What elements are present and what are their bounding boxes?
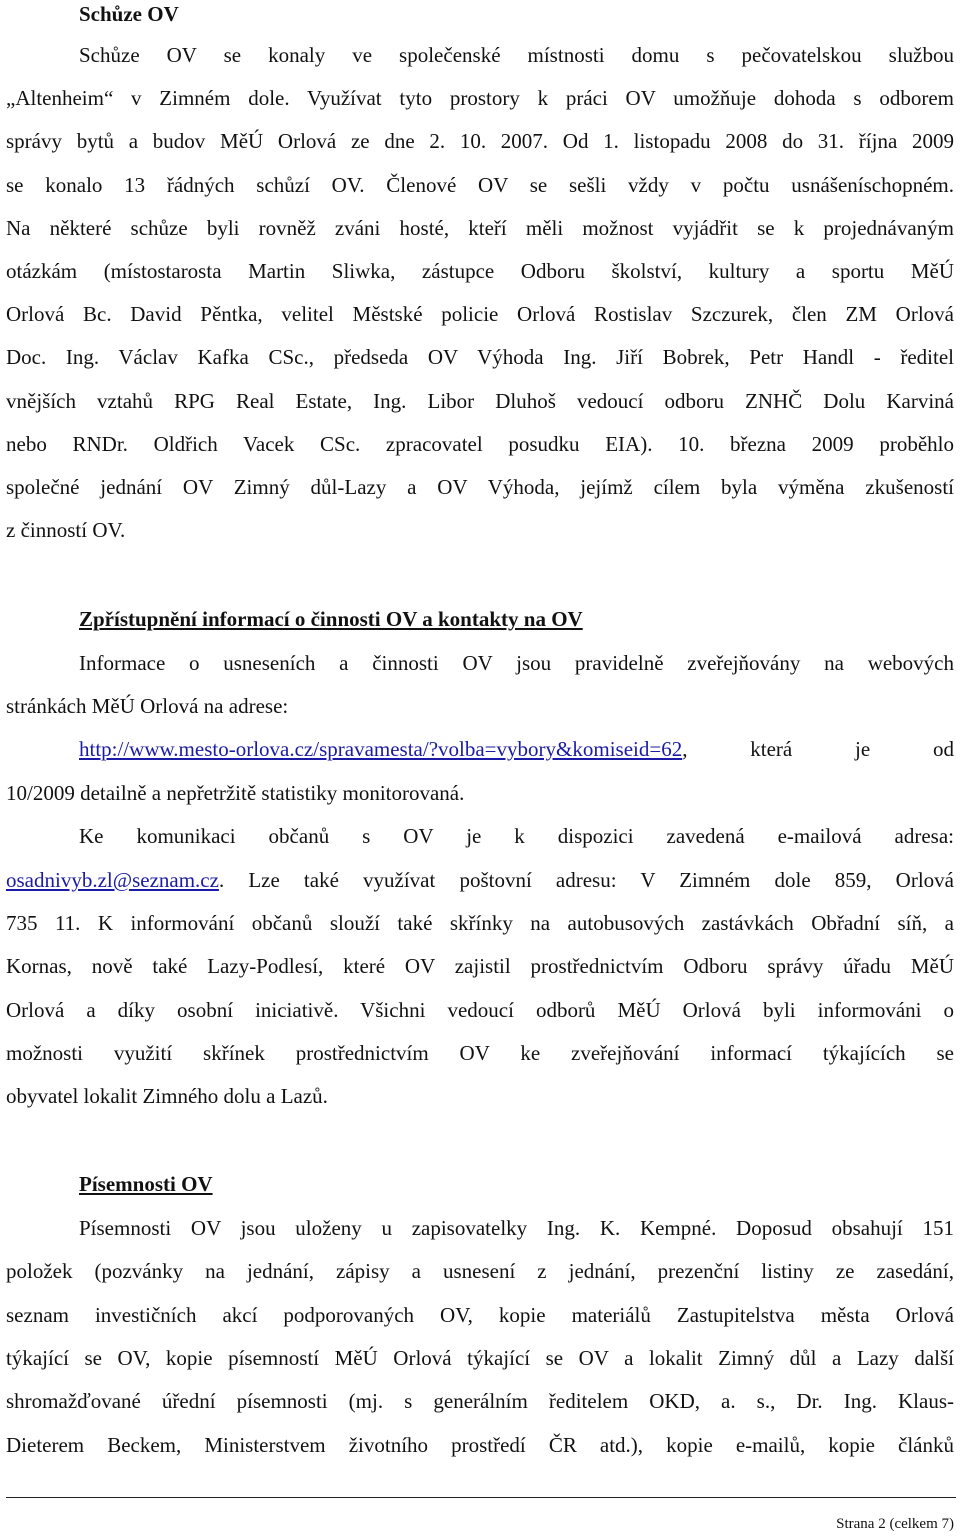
paragraph-line: otázkám (místostarosta Martin Sliwka, zástupce Odboru školství, kultury a sportu MěÚ xyxy=(6,259,954,283)
paragraph-text: . Lze také využívat poštovní adresu: V Zimném dole 859, Orlová xyxy=(218,868,954,892)
paragraph-line-url xyxy=(79,735,954,763)
paragraph-line: stránkách MěÚ Orlová na adrese: xyxy=(6,694,289,718)
paragraph-line: shromažďované úřední písemnosti (mj. s generálním ředitelem OKD, a. s., Dr. Ing. Klaus- xyxy=(6,1389,954,1413)
paragraph-line: Kornas, nově také Lazy-Podlesí, které OV zajistil prostřednictvím Odboru správy úřadu MěÚ xyxy=(6,954,954,978)
footer-divider xyxy=(6,1497,956,1498)
paragraph-line: obyvatel lokalit Zimného dolu a Lazů. xyxy=(6,1084,328,1108)
paragraph-line-email xyxy=(6,866,954,894)
paragraph-line: Ke komunikaci občanů s OV je k dispozici zavedená e-mailová adresa: xyxy=(79,824,954,848)
paragraph-line: 10/2009 detailně a nepřetržitě statistiky monitorovaná. xyxy=(6,781,465,805)
paragraph-line: nebo RNDr. Oldřich Vacek CSc. zpracovatel posudku EIA). 10. března 2009 proběhlo xyxy=(6,432,954,456)
paragraph-line: 735 11. K informování občanů slouží také skřínky na autobusových zastávkách Obřadní síň, a xyxy=(6,911,954,935)
paragraph-text: , která je od xyxy=(682,737,954,761)
paragraph-line: seznam investičních akcí podporovaných OV, kopie materiálů Zastupitelstva města Orlová xyxy=(6,1303,954,1327)
paragraph-line: „Altenheim“ v Zimném dole. Využívat tyto prostory k práci OV umožňuje dohoda s odborem xyxy=(6,86,954,110)
paragraph-line: vnějších vztahů RPG Real Estate, Ing. Libor Dluhoš vedoucí odboru ZNHČ Dolu Karviná xyxy=(6,389,954,413)
page-number: Strana 2 (celkem 7) xyxy=(836,1516,954,1532)
section-heading-zpristupneni: Zpřístupnění informací o činnosti OV a kontakty na OV xyxy=(79,607,583,631)
paragraph-line: Dieterem Beckem, Ministerstvem životního prostředí ČR atd.), kopie e-mailů, kopie článků xyxy=(6,1433,954,1457)
paragraph-line: Informace o usneseních a činnosti OV jsou pravidelně zveřejňovány na webových xyxy=(79,651,954,675)
website-link[interactable]: http://www.mesto-orlova.cz/spravamesta/?volba=vybory&komiseid=62 xyxy=(79,737,683,761)
paragraph-line: Doc. Ing. Václav Kafka CSc., předseda OV Výhoda Ing. Jiří Bobrek, Petr Handl - ředitel xyxy=(6,345,954,369)
paragraph-line: Na některé schůze byli rovněž zváni hosté, kteří měli možnost vyjádřit se k projednávaným xyxy=(6,216,954,240)
paragraph-line: společné jednání OV Zimný důl-Lazy a OV Výhoda, jejímž cílem byla výměna zkušeností xyxy=(6,475,954,499)
paragraph-line: Písemnosti OV jsou uloženy u zapisovatelky Ing. K. Kempné. Doposud obsahují 151 xyxy=(79,1216,954,1240)
paragraph-line: se konalo 13 řádných schůzí OV. Členové OV se sešli vždy v počtu usnášeníschopném. xyxy=(6,173,954,197)
paragraph-line: z činností OV. xyxy=(6,518,126,542)
paragraph-line: správy bytů a budov MěÚ Orlová ze dne 2. 10. 2007. Od 1. listopadu 2008 do 31. října 2009 xyxy=(6,129,954,153)
paragraph-line: týkající se OV, kopie písemností MěÚ Orlová týkající se OV a lokalit Zimný důl a Lazy další xyxy=(6,1346,954,1370)
section-heading-pisemnosti: Písemnosti OV xyxy=(79,1172,213,1196)
paragraph-line: Orlová a díky osobní iniciativě. Všichni vedoucí odborů MěÚ Orlová byli informováni o xyxy=(6,998,954,1022)
paragraph-line: Schůze OV se konaly ve společenské místnosti domu s pečovatelskou službou xyxy=(79,43,954,67)
paragraph-line: položek (pozvánky na jednání, zápisy a usnesení z jednání, prezenční listiny ze zasedání, xyxy=(6,1259,954,1283)
paragraph-line: možnosti využití skřínek prostřednictvím OV ke zveřejňování informací týkajících se xyxy=(6,1041,954,1065)
email-link[interactable]: osadnivyb.zl@seznam.cz xyxy=(6,868,219,892)
paragraph-line: Orlová Bc. David Pěntka, velitel Městské policie Orlová Rostislav Szczurek, člen ZM Orlová xyxy=(6,302,954,326)
section-heading-schuze-ov: Schůze OV xyxy=(79,2,179,26)
